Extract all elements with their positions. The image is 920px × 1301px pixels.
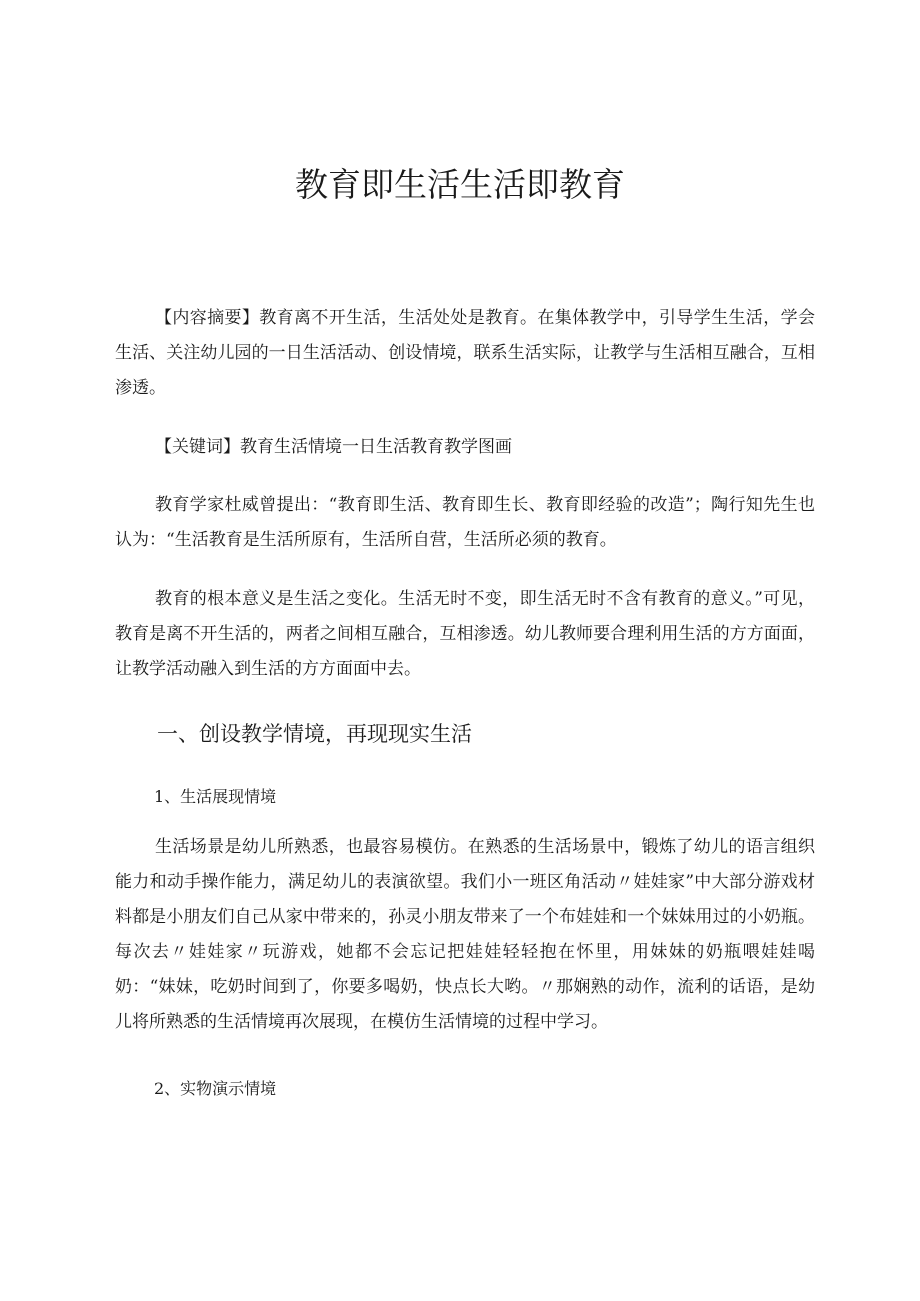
subsection-heading-2: 2、实物演示情境 [154, 1079, 277, 1098]
life-scene-paragraph: 生活场景是幼儿所熟悉，也最容易模仿。在熟悉的生活场景中，锻炼了幼儿的语言组织能力和动手操作能力，满足幼儿的表演欲望。我们小一班区角活动〃娃娃家”中大部分游戏材料都是小朋友们自己从家中带来的，孙灵小朋友带来了一个布娃娃和一个妹妹用过的小奶瓶。每次去〃娃娃家〃玩游戏，她都不会忘记把娃娃轻轻抱在怀里，用妹妹的奶瓶喂娃娃喝奶：“妹妹，吃奶时间到了，你要多喝奶，快点长大哟。〃那娴熟的动作，流利的话语，是幼儿将所熟悉的生活情境再次展现，在模仿生活情境的过程中学习。 [115, 837, 815, 1032]
section-heading-1: 一、创设教学情境，再现现实生活 [157, 722, 472, 746]
subsection-heading-1: 1、生活展现情境 [154, 787, 277, 806]
dewey-quote-paragraph: 教育学家杜威曾提出：“教育即生活、教育即生长、教育即经验的改造”；陶行知先生也认为：“生活教育是生活所原有，生活所自营，生活所必须的教育。 [115, 495, 815, 550]
education-meaning-paragraph: 教育的根本意义是生活之变化。生活无时不变，即生活无时不含有教育的意义。”可见，教育是离不开生活的，两者之间相互融合，互相渗透。幼儿教师要合理利用生活的方方面面，让教学活动融入到生活的方方面面中去。 [115, 589, 815, 679]
abstract-paragraph: 【内容摘要】教育离不开生活，生活处处是教育。在集体教学中，引导学生生活，学会生活、关注幼儿园的一日生活活动、创设情境，联系生活实际，让教学与生活相互融合，互相渗透。 [115, 308, 815, 398]
document-title: 教育即生活生活即教育 [295, 165, 625, 204]
keywords-paragraph: 【关键词】教育生活情境一日生活教育教学图画 [155, 437, 512, 457]
